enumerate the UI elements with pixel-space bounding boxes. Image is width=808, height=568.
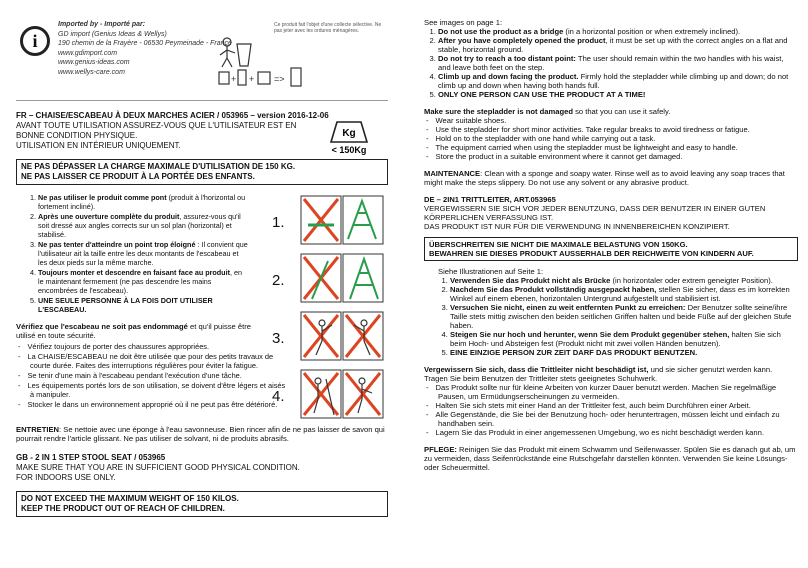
svg-text:+: + [249,74,255,84]
fr-steps [16,193,248,314]
gb-intro-indoor: FOR INDOORS USE ONLY. [16,473,116,482]
svg-text:+: + [231,74,237,84]
list-item: - Vérifiez toujours de porter des chaussures appropriées. [30,342,290,351]
gb-warning-box: DO NOT EXCEED THE MAXIMUM WEIGHT OF 150 KILOS. KEEP THE PRODUCT OUT OF REACH OF CHILDREN. [16,491,388,517]
illustration-3: 3. [268,309,388,367]
list-item: - Das Produkt sollte nur für kleine Arbeiten von kurzer Dauer benutzt werden. Machen Sie regelmäßige Pausen, um Ermüdungserscheinungen zu vermeiden. [438,383,798,401]
fr-title: FR – CHAISE/ESCABEAU À DEUX MARCHES ACIER / 053965 – version 2016-12-06 [16,111,329,120]
list-item: - Lagern Sie das Produkt in einer angemessenen Umgebung, wo es nicht beschädigt werden kann. [438,428,798,437]
list-item: - Halten Sie sich stets mit einer Hand an der Trittleiter fest, auch beim Durchführen einer Arbeit. [438,401,798,410]
fr-warning-box: NE PAS DÉPASSER LA CHARGE MAXIMALE D'UTILISATION DE 150 KG. NE PAS LAISSER CE PRODUIT À LA PORTÉE DES ENFANTS. [16,159,388,185]
illustrations [268,193,388,425]
de-see-images: Siehe Illustrationen auf Seite 1: [438,267,544,276]
list-item: 1. Verwenden Sie das Produkt nicht als Brücke (in horizontaler oder extrem geneigter Position). [450,276,798,285]
gb-check: Make sure the stepladder is not damaged so that you can use it safely. [424,107,671,116]
svg-text:=>: => [274,74,285,84]
list-item: 3. Do not try to reach a too distant point: The user should remain within the two handles with his waist, and leave both feet on the step. [438,54,798,72]
gb-maintenance: MAINTENANCE: Clean with a sponge and soapy water. Rinse well as to avoid leaving any soap traces that might make the steps slippery. Do not use any solvent or any abrasive product. [424,169,785,187]
gb-intro: MAKE SURE THAT YOU ARE IN SUFFICIENT GOOD PHYSICAL CONDITION. [16,463,300,472]
list-item: 3. Ne pas tenter d'atteindre un point trop éloigné : Il convient que l'utilisateur ait la taille entre les deux montants de l'escabeau et les deux pieds sur la même marche. [38,240,248,267]
fr-instructions [16,193,388,427]
list-item: 2. Après une ouverture complète du produit, assurez-vous qu'il soit dressé aux angles corrects sur un sol plan (horizontal) et stabilisé. [38,212,248,239]
de-shoes: Tragen Sie beim Benutzen der Trittleiter stets geeignetes Schuhwerk. [424,374,658,383]
kg-label: Kg [342,128,356,139]
gb-safety-list [424,116,798,161]
list-item: - Use the stepladder for short minor activities. Take regular breaks to avoid tiredness or fatigue. [438,125,798,134]
fr-intro: AVANT TOUTE UTILISATION ASSUREZ-VOUS QUE L'UTILISATEUR EST EN BONNE CONDITION PHYSIQUE. [16,121,297,140]
gb-title: GB - 2 IN 1 STEP STOOL SEAT / 053965 [16,453,166,462]
fr-maintenance: ENTRETIEN: Se nettoie avec une éponge à l'eau savonneuse. Bien rincer afin de ne pas laisser de savon qui pourrait rendre l'article glissant. Ne pas utiliser de solvant, ni de produits abrasifs. [16,425,385,443]
fr-safety-list [16,342,290,409]
list-item: - The equipment carried when using the stepladder must be lightweight and easy to handle. [438,143,798,152]
list-item: - La CHAISE/ESCABEAU ne doit être utilisée que pour des petits travaux de courte durée. Faites des interruptions régulières pour éviter la fatigue. [30,352,290,370]
list-item: - Store the product in a suitable environment where it cannot get damaged. [438,152,798,161]
gb-steps [424,27,798,99]
max-load-label: < 150Kg [331,145,367,155]
list-item: 3. Versuchen Sie nicht, einen zu weit entfernten Punkt zu erreichen: Der Benutzer sollte seine/ihre Taille stets mittig zwischen den beiden seitlichen Griffen halten und beide Füße auf der gleichen Stufe haben. [450,303,798,330]
list-item: - Se tenir d'une main à l'escabeau pendant l'exécution d'une tâche. [30,371,290,380]
de-check: Vergewissern Sie sich, dass die Trittleiter nicht beschädigt ist, und sie sicher genutzt werden kann. [424,365,773,374]
list-item: - Hold on to the stepladder with one hand while carrying out a task. [438,134,798,143]
list-item: 5. EINE EINZIGE PERSON ZUR ZEIT DARF DAS PRODUKT BENUTZEN. [450,348,798,357]
de-warning-box: ÜBERSCHREITEN SIE NICHT DIE MAXIMALE BELASTUNG VON 150KG. BEWAHREN SIE DIESES PRODUKT AUSSERHALB DER REICHWEITE VON KINDERN AUF. [424,237,798,261]
triman-text: Ce produit fait l'objet d'une collecte sélective. Ne pas jeter avec les ordures ménagères. [274,22,383,34]
list-item: 5. ONLY ONE PERSON CAN USE THE PRODUCT AT A TIME! [438,90,798,99]
illustration-1: 1. [268,193,388,251]
list-item: 4. Climb up and down facing the product. Firmly hold the stepladder while climbing up and down; do not climb up and down when having both hands full. [438,72,798,90]
de-maintenance: PFLEGE: Reinigen Sie das Produkt mit einem Schwamm und Seifenwasser. Spülen Sie es danach gut ab, um zu vermeiden, dass Seifenrückstände eine Rutschgefahr darstellen könnten. Verwenden Sie keine Lösungs- oder Scheuermittel. [424,445,796,472]
de-intro-indoor: DAS PRODUKT IST NUR FÜR DIE VERWENDUNG IN INNENBEREICHEN KONZIPIERT. [424,222,730,231]
illustration-4: 4. [268,367,388,425]
list-item: - Alle Gegenstände, die Sie bei der Benutzung hoch- oder heruntertragen, müssen leicht und einfach zu handhaben sein. [438,410,798,428]
right-column [424,18,798,472]
de-safety-list [424,383,798,437]
importer-block [16,18,388,101]
left-column [16,18,388,517]
fr-verify: Vérifiez que l'escabeau ne soit pas endommagé et qu'il puisse être utilisé en toute sécurité. [16,322,251,340]
list-item: 5. UNE SEULE PERSONNE À LA FOIS DOIT UTILISER L'ESCABEAU. [38,296,248,314]
list-item: - Stocker le dans un environnement approprié où il ne peut pas être détérioré. [30,400,290,409]
illustration-2: 2. [268,251,388,309]
facing-ladder-icon [300,369,385,419]
gb-see-images: See images on page 1: [424,18,503,27]
list-item: 2. Nachdem Sie das Produkt vollständig ausgepackt haben, stellen Sie sicher, dass es im korrekten Winkel auf einem ebenen, horizontalen Untergrund aufgestellt und stabilisiert ist. [450,285,798,303]
overreach-prohibited-icon [300,311,385,361]
fr-intro-indoor: UTILISATION EN INTÉRIEUR UNIQUEMENT. [16,141,181,150]
list-item: 4. Toujours monter et descendre en faisant face au produit, en le maintenant fermement (ne pas descendre les mains encombrées de l'escabeau). [38,268,248,295]
angle-check-icon [300,253,385,303]
list-item: - Les équipements portés lors de son utilisation, se doivent d'être légers et aisés à manipuler. [30,381,290,399]
list-item: 1. Ne pas utiliser le produit comme pont (produit à l'horizontal ou fortement incliné). [38,193,248,211]
bridge-prohibited-icon [300,195,385,245]
importer-address: Imported by - Importé par: GD import (Genius Ideas & Wellys) 190 chemin de la Frayère - 06530 Peymeinade - France www.gdimport.com www.genius-ideas.com www.wellys-care.com [58,21,232,76]
de-title: DE – 2IN1 TRITTLEITER, ART.053965 [424,195,556,204]
list-item: 1. Do not use the product as a bridge (in a horizontal position or when extremely inclined). [438,27,798,36]
info-icon: i [20,26,50,56]
list-item: - Wear suitable shoes. [438,116,798,125]
de-steps [424,276,798,357]
list-item: 2. After you have completely opened the product, it must be set up with the correct angles on a flat and stable, horizontal ground. [438,36,798,54]
de-intro: VERGEWISSERN SIE SICH VOR JEDER BENUTZUNG, DASS DER BENUTZER IN EINER GUTEN KÖRPERLICHEN VERFASSUNG IST. [424,204,766,222]
max-weight-icon [327,116,371,156]
list-item: 4. Steigen Sie nur hoch und herunter, wenn Sie dem Produkt gegenüber stehen, halten Sie sich beim Hoch- und Absteigen fest (Produkt nicht mit zwei vollen Händen benutzen). [450,330,798,348]
